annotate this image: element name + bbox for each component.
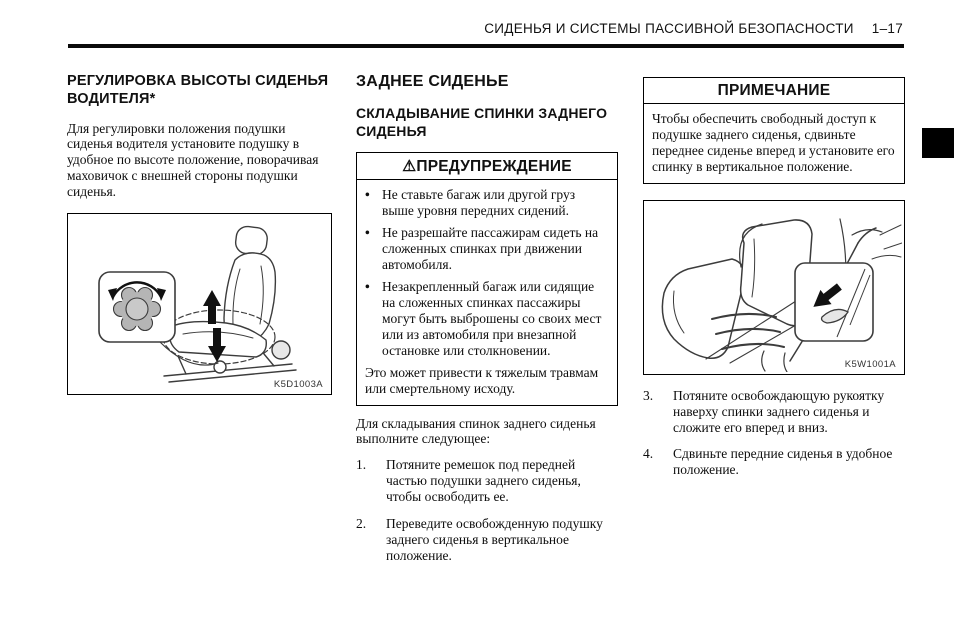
seat-up-arrow-icon: [203, 290, 221, 324]
step-text: Сдвиньте передние сиденья в удобное положение.: [673, 446, 893, 478]
page-number: 1–17: [871, 21, 903, 36]
procedure-step: [356, 457, 618, 505]
note-box-body: [644, 104, 904, 183]
warning-triangle-icon: ⚠: [402, 158, 417, 176]
warning-bullet-text: Не разрешайте пассажирам сидеть на сложенных спинках при движении автомобиля.: [382, 225, 599, 273]
procedure-intro: Для складывания спинок заднего сиденья выполните следующее:: [356, 415, 596, 447]
driver-seat-illustration: [68, 214, 329, 392]
warning-footer-text: Это может привести к тяжелым травмам или смертельному исходу.: [365, 364, 599, 396]
note-box-title: ПРИМЕЧАНИЕ: [644, 78, 904, 104]
warning-box-body: [357, 180, 617, 404]
procedure-step: [643, 446, 905, 478]
step-number: 4.: [643, 446, 654, 462]
warning-box: [356, 152, 618, 405]
step-number: 2.: [356, 516, 367, 532]
step-text: Переведите освобожденную подушку заднего сиденья в вертикальное положение.: [386, 516, 603, 563]
procedure-step: [356, 516, 618, 564]
running-header-title: СИДЕНЬЯ И СИСТЕМЫ ПАССИВНОЙ БЕЗОПАСНОСТИ: [484, 21, 854, 36]
warning-title-label: ПРЕДУПРЕЖДЕНИЕ: [416, 158, 572, 176]
left-column: [67, 65, 332, 395]
release-handle-callout: [795, 263, 873, 341]
middle-column: [356, 65, 618, 575]
warning-bullet-text: Незакрепленный багаж или сидящие на сложенных спинках пассажиры могут быть выброшены со своих мест или из автомобиля при внезапной остановке или столкновении.: [382, 279, 602, 358]
figure-caption: K5W1001A: [844, 358, 896, 370]
left-heading: РЕГУЛИРОВКА ВЫСОТЫ СИДЕНЬЯ ВОДИТЕЛЯ*: [67, 73, 329, 108]
running-header: [484, 21, 903, 36]
subsection-heading: СКЛАДЫВАНИЕ СПИНКИ ЗАДНЕГО СИДЕНЬЯ: [356, 105, 608, 139]
step-number: 3.: [643, 387, 654, 403]
driver-seat-height-figure: [67, 213, 332, 395]
height-knob-callout: [99, 272, 175, 342]
figure-caption: K5D1003A: [273, 379, 323, 391]
bullet-marker: •: [365, 225, 370, 241]
warning-bullet: [365, 279, 609, 359]
note-box: [643, 77, 905, 184]
warning-bullet: [365, 187, 609, 219]
warning-box-title: [357, 153, 617, 180]
warning-bullet: [365, 225, 609, 273]
right-column: [643, 65, 905, 489]
step-text: Потяните ремешок под передней частью подушки заднего сиденья, чтобы освободить ее.: [386, 457, 581, 505]
procedure-step: [643, 388, 905, 436]
bullet-marker: •: [365, 187, 370, 203]
header-rule: [68, 44, 904, 48]
left-paragraph: Для регулировки положения подушки сиденья водителя установите подушку в удобное по высоте положение, поворачивая маховичок с внешней стороны подушки сиденья.: [67, 120, 319, 200]
procedure-steps-1-2: [356, 457, 618, 564]
bullet-marker: •: [365, 279, 370, 295]
note-text: Чтобы обеспечить свободный доступ к подушке заднего сиденья, сдвиньте переднее сиденье вперед и установите его спинку в вертикальное положение.: [652, 111, 895, 174]
step-number: 1.: [356, 457, 367, 473]
thumb-index-tab: [922, 128, 954, 158]
procedure-steps-3-4: [643, 388, 905, 479]
section-heading: ЗАДНЕЕ СИДЕНЬЕ: [356, 73, 509, 90]
rear-seat-illustration: [644, 201, 902, 372]
step-text: Потяните освобождающую рукоятку наверху спинки заднего сиденья и сложите его вперед и вниз.: [673, 387, 885, 435]
warning-bullet-text: Не ставьте багаж или другой груз выше уровня передних сидений.: [382, 187, 576, 219]
rear-seat-folding-figure: [643, 200, 905, 375]
